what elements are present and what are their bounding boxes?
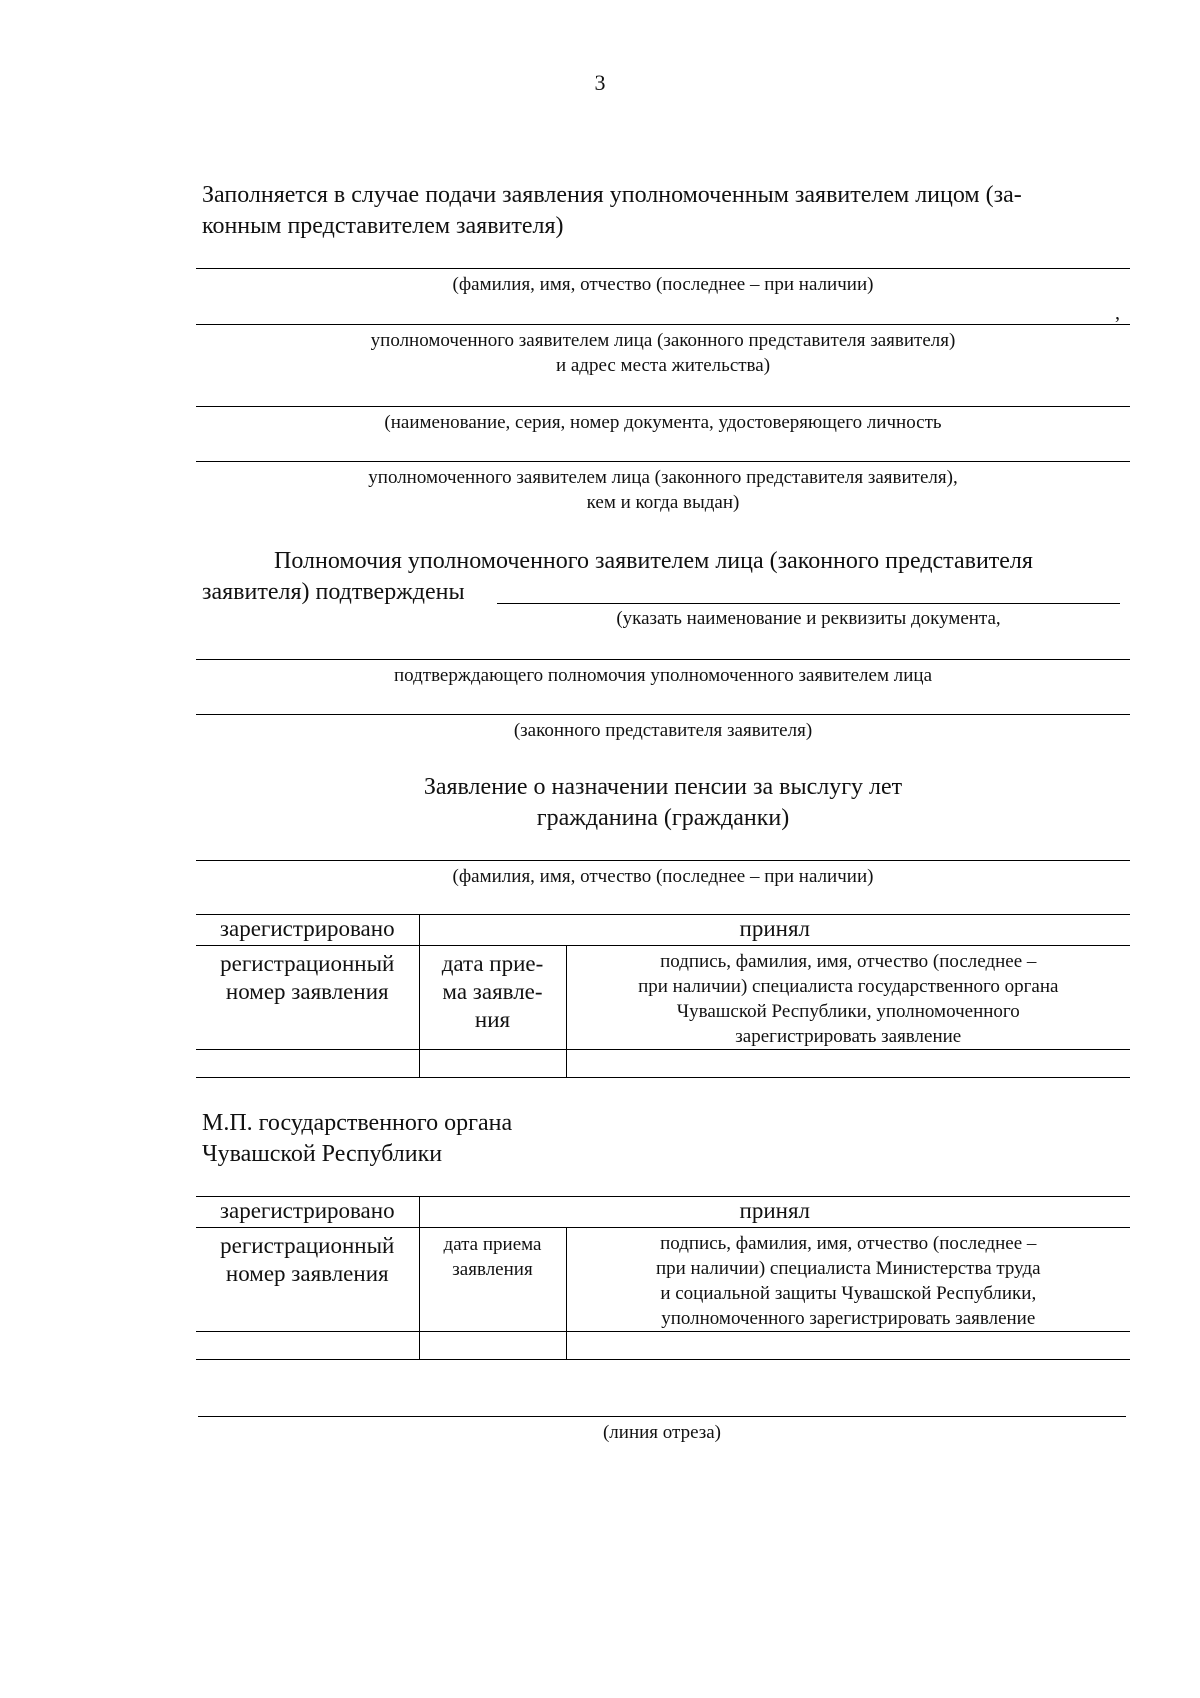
powers-caption-2: подтверждающего полномочия уполномоченного заявителем лица <box>393 665 932 686</box>
powers-line-1: Полномочия уполномоченного заявителем лица (законного представителя <box>274 548 1033 574</box>
signature-label-4: зарегистрировать заявление <box>735 1026 962 1047</box>
signature-header <box>566 946 1130 1050</box>
reg-number-cell[interactable] <box>196 1050 419 1078</box>
citizen-fio-caption: (фамилия, имя, отчество (последнее – при наличии) <box>452 866 874 887</box>
signature-header-2 <box>566 1228 1130 1332</box>
powers-doc-field[interactable] <box>497 603 1120 604</box>
reg-number-cell-2[interactable] <box>196 1332 419 1360</box>
reg-number-label-1: регистрационный <box>220 951 395 976</box>
signature-cell[interactable] <box>566 1050 1130 1078</box>
rep-address-field[interactable] <box>196 324 1130 325</box>
date-label-2: ма заявле- <box>442 979 543 1004</box>
intro-line-1: Заполняется в случае подачи заявления уполномоченным заявителем лицом (за- <box>202 182 1022 208</box>
date-header-2 <box>419 1228 566 1332</box>
comma-mark: , <box>1115 302 1120 324</box>
accepted-header-2: принял <box>419 1197 1130 1228</box>
date-cell[interactable] <box>419 1050 566 1078</box>
reg-number-label-2-2: номер заявления <box>225 1261 389 1286</box>
date-label-2-1: дата приема <box>443 1234 542 1255</box>
accepted-header: принял <box>419 915 1130 946</box>
page-number: 3 <box>594 70 606 95</box>
application-title-1: Заявление о назначении пенсии за выслугу лет <box>423 774 903 800</box>
id-doc-field-2[interactable] <box>196 461 1130 462</box>
signature-label-2-4: уполномоченного зарегистрировать заявление <box>661 1308 1036 1329</box>
registered-header-2: зарегистрировано <box>196 1197 419 1228</box>
reg-number-header-2 <box>196 1228 419 1332</box>
fio-rep-caption: (фамилия, имя, отчество (последнее – при наличии) <box>452 274 874 295</box>
powers-line-2: заявителя) подтверждены <box>202 579 465 605</box>
cut-line <box>198 1416 1126 1417</box>
reg-number-header <box>196 946 419 1050</box>
id-doc-field[interactable] <box>196 406 1130 407</box>
rep-address-caption-2: и адрес места жительства) <box>555 355 771 376</box>
stamp-line-2: Чувашской Республики <box>202 1141 443 1167</box>
registered-header: зарегистрировано <box>196 915 419 946</box>
date-label-3: ния <box>474 1007 511 1032</box>
registration-table-2 <box>196 1196 1130 1360</box>
signature-label-3: Чувашской Республики, уполномоченного <box>676 1001 1020 1022</box>
signature-label-1: подпись, фамилия, имя, отчество (последнее – <box>660 951 1037 972</box>
id-doc-caption-3: кем и когда выдан) <box>586 492 740 513</box>
id-doc-caption-2: уполномоченного заявителем лица (законного представителя заявителя), <box>368 467 958 488</box>
application-title-2: гражданина (гражданки) <box>536 805 790 831</box>
intro-line-2: конным представителем заявителя) <box>202 213 564 239</box>
signature-label-2-2: при наличии) специалиста Министерства труда <box>655 1258 1041 1279</box>
cut-line-caption: (линия отреза) <box>602 1422 722 1443</box>
date-cell-2[interactable] <box>419 1332 566 1360</box>
signature-label-2-3: и социальной защиты Чувашской Республики, <box>660 1283 1037 1304</box>
date-label-2-2: заявления <box>452 1259 533 1280</box>
stamp-line-1: М.П. государственного органа <box>202 1110 513 1136</box>
id-doc-caption-1: (наименование, серия, номер документа, удостоверяющего личность <box>384 412 942 433</box>
reg-number-label-2-1: регистрационный <box>220 1233 395 1258</box>
powers-caption-3: (законного представителя заявителя) <box>513 720 813 741</box>
fio-rep-field[interactable] <box>196 268 1130 269</box>
reg-number-label-2: номер заявления <box>225 979 389 1004</box>
signature-cell-2[interactable] <box>566 1332 1130 1360</box>
date-label-1: дата прие- <box>441 951 544 976</box>
powers-doc-field-2[interactable] <box>196 659 1130 660</box>
citizen-fio-field[interactable] <box>196 860 1130 861</box>
date-header <box>419 946 566 1050</box>
signature-label-2-1: подпись, фамилия, имя, отчество (последнее – <box>660 1233 1037 1254</box>
signature-label-2: при наличии) специалиста государственного органа <box>638 976 1059 997</box>
powers-caption-1: (указать наименование и реквизиты документа, <box>616 608 1001 629</box>
powers-doc-field-3[interactable] <box>196 714 1130 715</box>
rep-address-caption-1: уполномоченного заявителем лица (законного представителя заявителя) <box>370 330 956 351</box>
registration-table-1 <box>196 914 1130 1078</box>
